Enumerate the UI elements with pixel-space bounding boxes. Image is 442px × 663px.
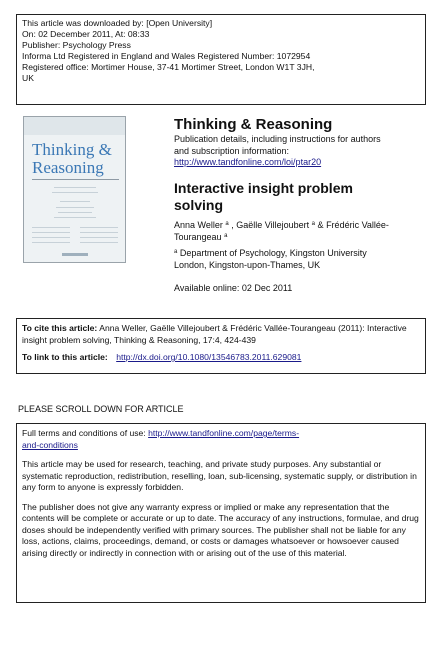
cover-text-block bbox=[80, 227, 118, 228]
terms-intro: Full terms and conditions of use: bbox=[22, 428, 146, 438]
cover-text-block bbox=[58, 212, 92, 213]
journal-info bbox=[174, 116, 424, 169]
terms-box bbox=[16, 423, 426, 603]
publication-details-line: and subscription information: bbox=[174, 145, 290, 156]
publication-details bbox=[174, 134, 424, 169]
cover-text-block bbox=[80, 232, 118, 233]
download-line: UK bbox=[22, 73, 34, 83]
link-label: To link to this article: bbox=[22, 352, 108, 362]
download-line: Registered office: Mortimer House, 37-41 Mortimer Street, London W1T 3JH, bbox=[22, 62, 315, 72]
publication-details-line: Publication details, including instructions for authors bbox=[174, 134, 381, 144]
cover-text-block bbox=[52, 192, 98, 193]
cite-text: Anna Weller, Gaëlle Villejoubert & Frédéric Vallée-Tourangeau (2011): Interactive insight problem solving, Thinking & Reasoning, 17:4, 424-439 bbox=[22, 323, 407, 345]
cover-title bbox=[32, 141, 112, 177]
author-name: Anna Weller bbox=[174, 220, 223, 230]
terms-link-text: and-conditions bbox=[22, 439, 78, 450]
article-link-row bbox=[22, 352, 420, 364]
disclaimer-paragraph: The publisher does not give any warranty express or implied or make any representation that the contents will be complete or accurate or up to date. The accuracy of any instructions, formulae, and drug doses should be independently verified with primary sources. The publisher shall not be liable for any loss, actions, claims, proceedings, demand, or costs or damages whatsoever or howsoever caused arising directly or indirectly in connection with or arising out of the use of this material. bbox=[22, 501, 419, 558]
affiliation-marker: a bbox=[224, 233, 228, 239]
cover-band bbox=[24, 117, 125, 135]
cover-text-block bbox=[80, 237, 118, 238]
cover-text-block bbox=[60, 201, 90, 202]
cover-title-line: Reasoning bbox=[32, 158, 104, 177]
terms-intro-paragraph bbox=[22, 428, 420, 451]
affiliation-line: London, Kingston-upon-Thames, UK bbox=[174, 260, 321, 270]
journal-title: Thinking & Reasoning bbox=[174, 116, 333, 133]
available-online: Available online: 02 Dec 2011 bbox=[174, 283, 293, 293]
cite-label: To cite this article: bbox=[22, 323, 98, 333]
cover-text-block bbox=[54, 217, 96, 218]
journal-cover-image bbox=[23, 116, 126, 263]
scroll-notice: PLEASE SCROLL DOWN FOR ARTICLE bbox=[18, 404, 184, 414]
doi-link[interactable]: http://dx.doi.org/10.1080/13546783.2011.629081 bbox=[116, 352, 302, 362]
terms-link-text: http://www.tandfonline.com/page/terms- bbox=[148, 428, 300, 438]
citation-box bbox=[16, 318, 426, 374]
author-separator: , bbox=[231, 220, 234, 230]
article-title bbox=[174, 180, 424, 214]
author-name: Gaëlle Villejoubert bbox=[236, 220, 310, 230]
journal-url-link[interactable]: http://www.tandfonline.com/loi/ptar20 bbox=[174, 157, 322, 167]
authors bbox=[174, 219, 426, 243]
cover-text-block bbox=[80, 242, 118, 243]
affiliation-marker: a bbox=[311, 221, 316, 227]
download-line: This article was downloaded by: [Open University] bbox=[22, 18, 213, 28]
usage-paragraph: This article may be used for research, teaching, and private study purposes. Any substantial or systematic reproduction, redistribution, reselling, loan, sub-licensing, systematic supply, or distribution in any form to anyone is expressly forbidden. bbox=[22, 459, 417, 492]
affiliation-marker: a bbox=[174, 249, 178, 255]
author-separator: & bbox=[317, 220, 324, 230]
cover-text-block bbox=[32, 232, 70, 233]
cover-rule bbox=[32, 179, 119, 180]
author-name: Tourangeau bbox=[174, 232, 222, 242]
cover-text-block bbox=[54, 187, 96, 188]
cover-text-block bbox=[56, 207, 94, 208]
download-line: On: 02 December 2011, At: 08:33 bbox=[22, 29, 150, 39]
download-info-box bbox=[16, 14, 426, 105]
affiliation bbox=[174, 247, 424, 271]
download-line: Informa Ltd Registered in England and Wales Registered Number: 1072954 bbox=[22, 51, 311, 61]
cover-text-block bbox=[32, 237, 70, 238]
download-line: Publisher: Psychology Press bbox=[22, 40, 131, 50]
cover-title-line: Thinking & bbox=[32, 140, 112, 159]
affiliation-marker: a bbox=[225, 221, 229, 227]
publisher-logo-icon bbox=[62, 253, 88, 256]
cover-text-block bbox=[32, 227, 70, 228]
author-name: Frédéric Vallée- bbox=[326, 220, 389, 230]
citation bbox=[22, 323, 420, 346]
cover-text-block bbox=[32, 242, 70, 243]
article-title-line: Interactive insight problem bbox=[174, 180, 353, 196]
affiliation-line: Department of Psychology, Kingston University bbox=[179, 248, 367, 258]
article-title-line: solving bbox=[174, 197, 224, 213]
